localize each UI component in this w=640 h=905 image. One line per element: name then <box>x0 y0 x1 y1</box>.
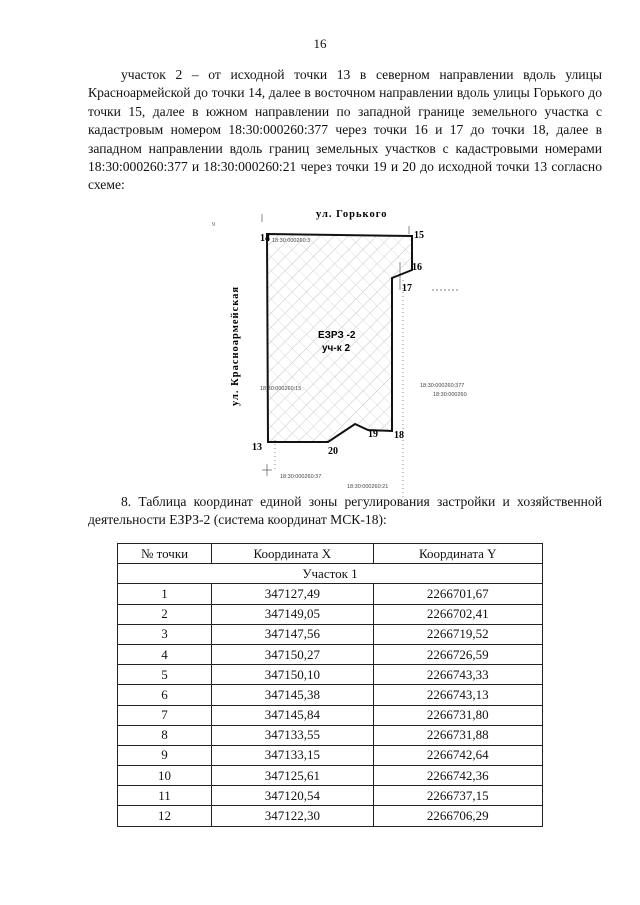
coordinate-x-cell: 347120,54 <box>212 786 374 806</box>
table-row <box>118 644 543 664</box>
table-row <box>118 806 543 826</box>
paragraph-plot-description: участок 2 – от исходной точки 13 в северном направлении вдоль улицы Красноармейской до точки 14, далее в восточном направлении вдоль улицы Горького до точки 15, далее в южном направлении по западной границе земельного участка с кадастровым номером 18:30:000260:377 через точки 16 и 17 до точки 18, далее в западном направлении вдоль границ земельных участков с кадастровыми номерами 18:30:000260:377 и 18:30:000260:21 через точки 19 и 20 до исходной точки 13 согласно схеме: <box>88 67 602 193</box>
table-row <box>118 705 543 725</box>
coordinate-y-cell: 2266743,13 <box>373 685 542 705</box>
coordinate-x-cell: 347145,84 <box>212 705 374 725</box>
table-section-row <box>118 564 543 584</box>
coordinate-y-cell: 2266701,67 <box>373 584 542 604</box>
point-label-14: 14 <box>260 233 270 244</box>
point-number-cell: 9 <box>118 745 212 765</box>
coordinate-y-cell: 2266731,88 <box>373 725 542 745</box>
corner-mark: 9 <box>212 222 215 228</box>
point-label-19: 19 <box>368 429 378 440</box>
street-left-label: ул. Красноармейская <box>230 285 241 406</box>
coordinate-y-cell: 2266706,29 <box>373 806 542 826</box>
coordinate-y-cell: 2266702,41 <box>373 604 542 624</box>
point-number-cell: 6 <box>118 685 212 705</box>
point-label-16: 16 <box>412 262 422 273</box>
table-row <box>118 786 543 806</box>
coordinate-x-cell: 347133,15 <box>212 745 374 765</box>
point-label-20: 20 <box>328 446 338 457</box>
coordinate-x-cell: 347125,61 <box>212 766 374 786</box>
coordinate-x-cell: 347127,49 <box>212 584 374 604</box>
point-number-cell: 7 <box>118 705 212 725</box>
plot-scheme <box>200 200 490 500</box>
header-point-number: № точки <box>118 544 212 564</box>
header-coordinate-x: Координата X <box>212 544 374 564</box>
section-label: Участок 1 <box>118 564 543 584</box>
coordinate-x-cell: 347149,05 <box>212 604 374 624</box>
page-number: 16 <box>313 36 327 51</box>
coordinate-y-cell: 2266742,64 <box>373 745 542 765</box>
coordinate-x-cell: 347150,10 <box>212 665 374 685</box>
coordinate-y-cell: 2266742,36 <box>373 766 542 786</box>
point-number-cell: 3 <box>118 624 212 644</box>
point-number-cell: 11 <box>118 786 212 806</box>
point-label-13: 13 <box>252 442 262 453</box>
cadastral-label: 18:30:000260:3 <box>272 238 311 244</box>
cadastral-label: 18:30:000260:37 <box>280 474 322 480</box>
coordinate-x-cell: 347150,27 <box>212 644 374 664</box>
point-number-cell: 4 <box>118 644 212 664</box>
cadastral-label: 18:30:000260 <box>433 392 467 398</box>
cadastral-label: 18:30:000260:377 <box>420 383 465 389</box>
point-number-cell: 1 <box>118 584 212 604</box>
coordinate-x-cell: 347133,55 <box>212 725 374 745</box>
coordinate-y-cell: 2266731,80 <box>373 705 542 725</box>
point-number-cell: 10 <box>118 766 212 786</box>
coordinate-x-cell: 347122,30 <box>212 806 374 826</box>
point-number-cell: 2 <box>118 604 212 624</box>
point-number-cell: 5 <box>118 665 212 685</box>
table-row <box>118 685 543 705</box>
point-label-15: 15 <box>414 230 424 241</box>
coordinates-table <box>117 543 543 827</box>
paragraph-table-title: 8. Таблица координат единой зоны регулирования застройки и хозяйственной деятельности ЕЗРЗ-2 (система координат МСК-18): <box>88 494 602 528</box>
table-row <box>118 584 543 604</box>
coordinate-y-cell: 2266743,33 <box>373 665 542 685</box>
point-label-17: 17 <box>402 283 412 294</box>
cadastral-label: 18:30:000260:15 <box>260 386 302 392</box>
point-number-cell: 8 <box>118 725 212 745</box>
street-top-label: ул. Горького <box>316 209 388 220</box>
point-number-cell: 12 <box>118 806 212 826</box>
coordinate-y-cell: 2266737,15 <box>373 786 542 806</box>
coordinate-y-cell: 2266726,59 <box>373 644 542 664</box>
cadastral-label: 18:30:000260:21 <box>347 484 389 490</box>
zone-label: ЕЗРЗ -2 <box>318 330 356 341</box>
coordinate-y-cell: 2266719,52 <box>373 624 542 644</box>
point-label-18: 18 <box>394 430 404 441</box>
table-row <box>118 745 543 765</box>
header-coordinate-y: Координата Y <box>373 544 542 564</box>
table-row <box>118 766 543 786</box>
coordinate-x-cell: 347145,38 <box>212 685 374 705</box>
table-header-row <box>118 544 543 564</box>
table-row <box>118 604 543 624</box>
table-row <box>118 624 543 644</box>
table-row <box>118 725 543 745</box>
coordinate-x-cell: 347147,56 <box>212 624 374 644</box>
plot-label: уч-к 2 <box>322 343 351 354</box>
table-row <box>118 665 543 685</box>
